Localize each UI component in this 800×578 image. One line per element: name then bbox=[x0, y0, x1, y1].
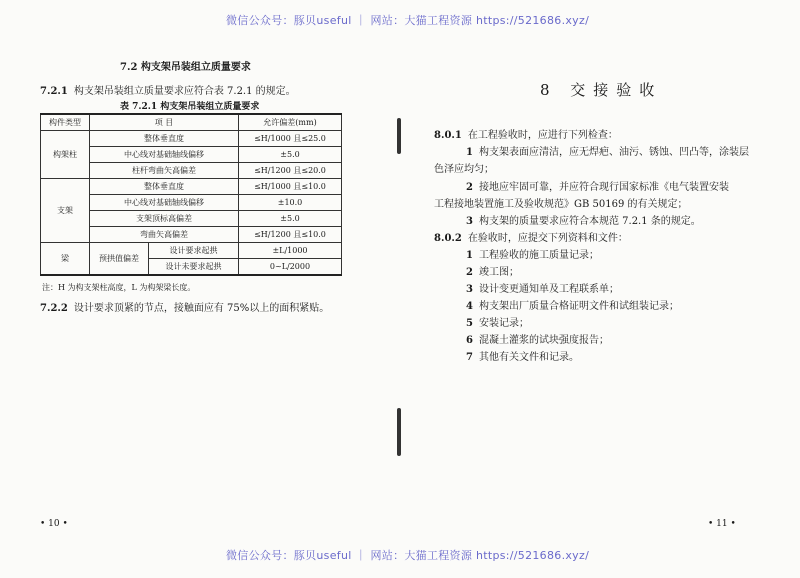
item-number: 1 bbox=[466, 147, 473, 158]
list-item bbox=[466, 212, 701, 227]
watermark-top: 微信公众号：豚贝useful ｜ 网站：大猫工程资源 https://521686.xyz/ bbox=[226, 14, 590, 27]
item-text: 构支架表面应清洁，应无焊疤、油污、锈蚀、凹凸等，涂装层 bbox=[478, 147, 749, 158]
list-item-continued bbox=[434, 160, 494, 175]
table-header-cell: 项 目 bbox=[90, 114, 239, 131]
group-cell: 构架柱 bbox=[41, 131, 90, 179]
item-text: 工程验收的施工质量记录； bbox=[478, 250, 599, 261]
item-cell: 支架顶标高偏差 bbox=[90, 211, 239, 227]
item-cell: 柱杆弯曲矢高偏差 bbox=[90, 163, 239, 179]
item-number: 2 bbox=[466, 267, 473, 278]
item-cell: 设计要求起拱 bbox=[149, 243, 239, 259]
table-row bbox=[41, 179, 342, 195]
group-cell: 梁 bbox=[41, 243, 90, 276]
item-number: 4 bbox=[466, 301, 473, 312]
clause-text: 在验收时，应提交下列资料和文件： bbox=[467, 233, 628, 244]
clause-text: 构支架吊装组立质量要求应符合表 7.2.1 的规定。 bbox=[73, 86, 296, 97]
table-header-cell: 构件类型 bbox=[41, 114, 90, 131]
item-text: 工程接地装置施工及验收规范》GB 50169 的有关规定； bbox=[434, 199, 688, 210]
item-text: 混凝土灌浆的试块强度报告； bbox=[478, 335, 609, 346]
quality-table bbox=[40, 113, 342, 276]
watermark-bottom: 微信公众号：豚贝useful ｜ 网站：大猫工程资源 https://521686.xyz/ bbox=[226, 549, 590, 562]
item-text: 其他有关文件和记录。 bbox=[478, 352, 579, 363]
item-text: 构支架的质量要求应符合本规范 7.2.1 条的规定。 bbox=[478, 216, 701, 227]
binding-mark-bottom bbox=[397, 408, 401, 456]
page-number-right: • 11 • bbox=[708, 519, 736, 529]
value-cell: ≤H/1000 且≤10.0 bbox=[239, 179, 342, 195]
list-item bbox=[466, 314, 529, 329]
clause-8-0-1 bbox=[434, 126, 618, 141]
item-text: 竣工图； bbox=[478, 267, 519, 278]
group-cell: 支架 bbox=[41, 179, 90, 243]
item-text: 接地应牢固可靠，并应符合现行国家标准《电气装置安装 bbox=[478, 182, 729, 193]
section-heading-7-2: 7.2 构支架吊装组立质量要求 bbox=[120, 62, 251, 73]
quality-table-wrap bbox=[40, 113, 342, 276]
value-cell: 0~L/2000 bbox=[239, 259, 342, 276]
clause-number: 8.0.1 bbox=[434, 130, 462, 141]
value-cell: ≤H/1000 且≤25.0 bbox=[239, 131, 342, 147]
clause-number: 7.2.1 bbox=[40, 86, 68, 97]
table-note: 注：H 为构支架柱高度，L 为构架梁长度。 bbox=[42, 283, 196, 292]
value-cell: ±5.0 bbox=[239, 147, 342, 163]
list-item bbox=[466, 348, 579, 363]
list-item bbox=[466, 143, 749, 158]
clause-7-2-2 bbox=[40, 299, 329, 314]
list-item bbox=[466, 280, 619, 295]
item-cell: 中心线对基础轴线偏移 bbox=[90, 147, 239, 163]
list-item bbox=[466, 263, 519, 278]
binding-mark-top bbox=[397, 118, 401, 154]
clause-8-0-2 bbox=[434, 229, 628, 244]
table-row bbox=[41, 131, 342, 147]
list-item bbox=[466, 178, 729, 193]
table-row bbox=[41, 243, 342, 259]
value-cell: ±10.0 bbox=[239, 195, 342, 211]
table-header-row bbox=[41, 114, 342, 131]
list-item bbox=[466, 331, 609, 346]
item-cell: 整体垂直度 bbox=[90, 179, 239, 195]
value-cell: ±L/1000 bbox=[239, 243, 342, 259]
value-cell: ±5.0 bbox=[239, 211, 342, 227]
clause-text: 在工程验收时，应进行下列检查： bbox=[467, 130, 618, 141]
item-cell: 设计未要求起拱 bbox=[149, 259, 239, 276]
list-item bbox=[466, 246, 599, 261]
item-number: 1 bbox=[466, 250, 473, 261]
item-text: 安装记录； bbox=[478, 318, 529, 329]
value-cell: ≤H/1200 且≤20.0 bbox=[239, 163, 342, 179]
item-text: 色泽应均匀； bbox=[434, 164, 494, 175]
page-number-left: • 10 • bbox=[40, 519, 68, 529]
item-cell: 弯曲矢高偏差 bbox=[90, 227, 239, 243]
table-caption: 表 7.2.1 构支架吊装组立质量要求 bbox=[120, 102, 260, 112]
item-number: 5 bbox=[466, 318, 473, 329]
item-number: 6 bbox=[466, 335, 473, 346]
clause-number: 8.0.2 bbox=[434, 233, 462, 244]
item-text: 设计变更通知单及工程联系单； bbox=[478, 284, 619, 295]
list-item bbox=[466, 297, 679, 312]
chapter-title: 8 交接验收 bbox=[540, 81, 663, 99]
list-item-continued bbox=[434, 195, 688, 210]
item-cell: 中心线对基础轴线偏移 bbox=[90, 195, 239, 211]
item-number: 3 bbox=[466, 216, 473, 227]
item-number: 7 bbox=[466, 352, 473, 363]
table-header-cell: 允许偏差(mm) bbox=[239, 114, 342, 131]
clause-7-2-1 bbox=[40, 82, 296, 97]
beam-sub-cell: 预拱值偏差 bbox=[90, 243, 149, 276]
clause-text: 设计要求顶紧的节点，接触面应有 75%以上的面积紧贴。 bbox=[73, 303, 330, 314]
item-cell: 整体垂直度 bbox=[90, 131, 239, 147]
item-text: 构支架出厂质量合格证明文件和试组装记录； bbox=[478, 301, 679, 312]
clause-number: 7.2.2 bbox=[40, 303, 68, 314]
item-number: 2 bbox=[466, 182, 473, 193]
value-cell: ≤H/1200 且≤10.0 bbox=[239, 227, 342, 243]
item-number: 3 bbox=[466, 284, 473, 295]
